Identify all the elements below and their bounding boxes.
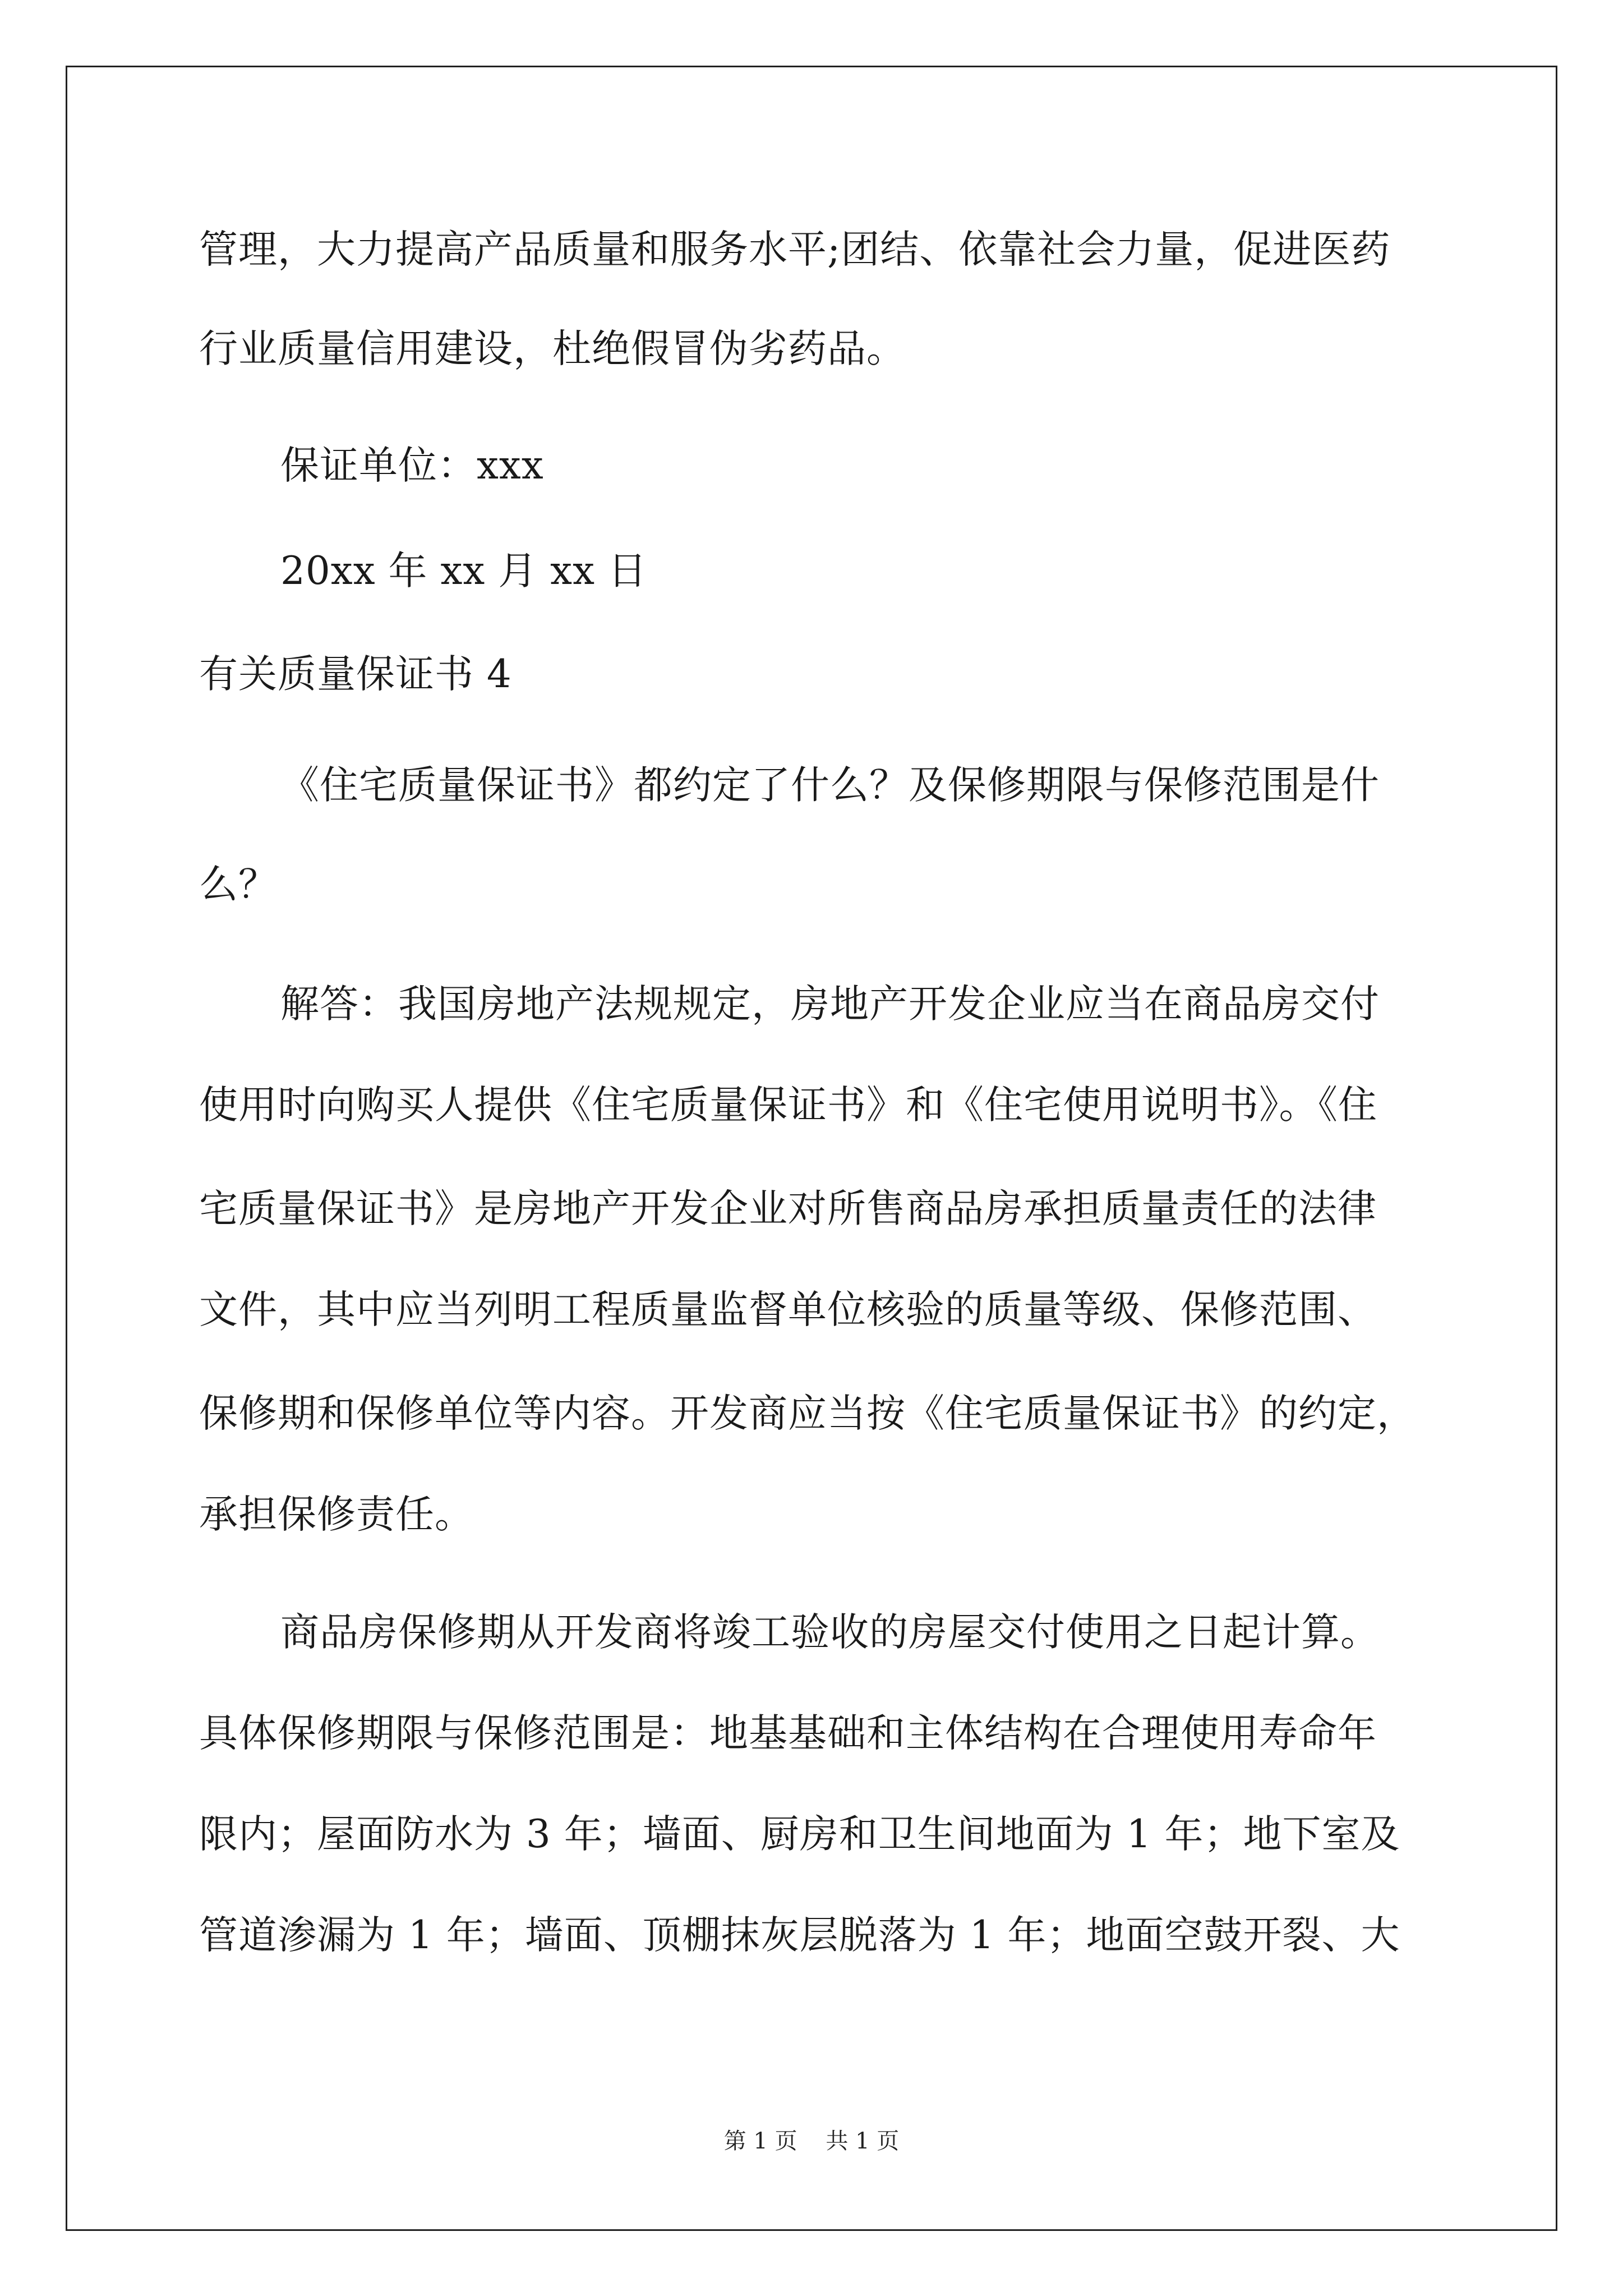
answer-line: 保修期和保修单位等内容。开发商应当按《住宅质量保证书》的约定， — [199, 1391, 1416, 1436]
page-border — [66, 66, 1557, 2231]
paragraph-line: 管道渗漏为 1 年；墙面、顶棚抹灰层脱落为 1 年；地面空鼓开裂、大 — [199, 1913, 1400, 1958]
text-line: 管理，大力提高产品质量和服务水平;团结、依靠社会力量，促进医药 — [199, 227, 1391, 272]
answer-line: 宅质量保证书》是房地产开发企业对所售商品房承担质量责任的法律 — [199, 1186, 1377, 1231]
page-number-footer: 第 1 页 共 1 页 — [723, 2128, 900, 2154]
paragraph-line: 限内；屋面防水为 3 年；墙面、厨房和卫生间地面为 1 年；地下室及 — [199, 1812, 1400, 1857]
signatory-line: 保证单位：xxx — [280, 443, 544, 488]
date-line: 20xx 年 xx 月 xx 日 — [280, 549, 647, 593]
question-line: 《住宅质量保证书》都约定了什么？及保修期限与保修范围是什 — [280, 763, 1380, 808]
answer-line: 文件，其中应当列明工程质量监督单位核验的质量等级、保修范围、 — [199, 1287, 1377, 1332]
paragraph-line: 具体保修期限与保修范围是：地基基础和主体结构在合理使用寿命年 — [199, 1711, 1377, 1756]
text-line: 行业质量信用建设，杜绝假冒伪劣药品。 — [199, 326, 906, 371]
answer-line: 承担保修责任。 — [199, 1492, 474, 1537]
section-heading: 有关质量保证书 4 — [199, 652, 512, 697]
answer-line: 解答：我国房地产法规规定，房地产开发企业应当在商品房交付 — [280, 982, 1380, 1027]
paragraph-line: 商品房保修期从开发商将竣工验收的房屋交付使用之日起计算。 — [280, 1610, 1380, 1655]
answer-line: 使用时向购买人提供《住宅质量保证书》和《住宅使用说明书》。《住 — [199, 1083, 1377, 1128]
question-line: 么？ — [199, 862, 278, 907]
